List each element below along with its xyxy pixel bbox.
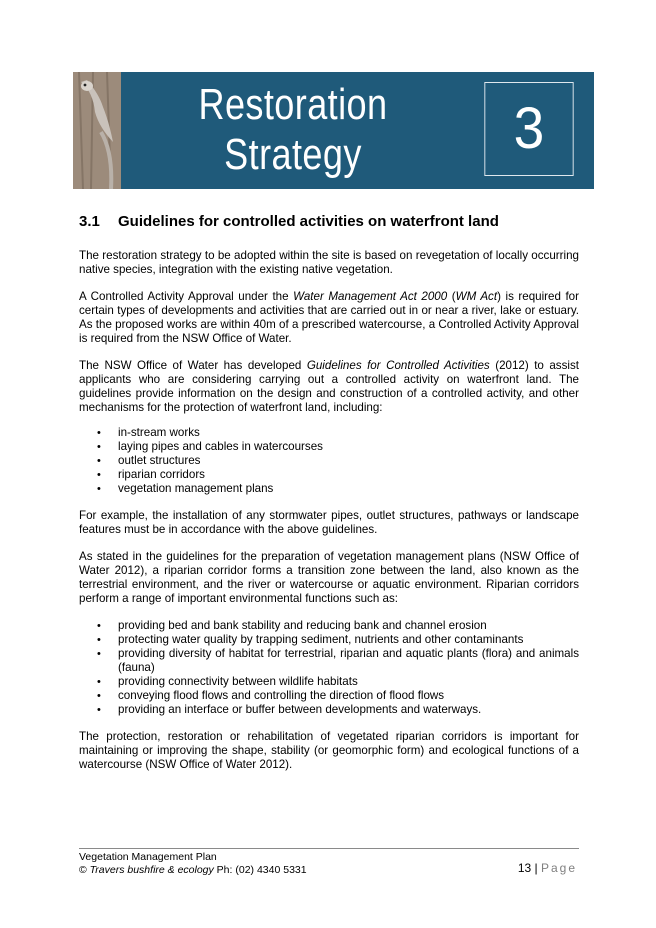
list-item-text: providing an interface or buffer between developments and waterways. (118, 703, 482, 716)
chapter-banner (73, 72, 594, 189)
list-item-text: providing connectivity between wildlife habitats (118, 675, 358, 688)
page-content (79, 213, 579, 785)
chapter-number: 3 (513, 96, 545, 161)
list-item-text: vegetation management plans (118, 482, 274, 495)
page-number (518, 862, 577, 875)
paragraph-intro: The restoration strategy to be adopted within the site is based on revegetation of locally occurring native species, integration with the existing native vegetation. (79, 249, 579, 276)
list-item (79, 482, 579, 496)
paragraph-example: For example, the installation of any stormwater pipes, outlet structures, pathways or landscape features must be in accordance with the above guidelines. (79, 509, 579, 536)
chapter-number-box (484, 82, 573, 176)
act-name: Water Management Act 2000 (293, 290, 448, 303)
list-item (79, 647, 579, 675)
text-run: (2012) to assist applicants who are considering carrying out a controlled activity on waterfront land. The guidelines provide information on the design and construction of a controlled activity, and other mechanisms for the protection of waterfront land, including: (79, 359, 579, 414)
list-item (79, 703, 579, 717)
footer-phone: Ph: (02) 4340 5331 (213, 864, 307, 876)
list-item-text: providing diversity of habitat for terrestrial, riparian and aquatic plants (flora) and animals (fauna) (118, 647, 579, 674)
act-abbreviation: WM Act (455, 290, 498, 303)
list-item (79, 440, 579, 454)
list-item-text: in-stream works (118, 426, 200, 439)
bullet-icon: • (97, 469, 101, 481)
chapter-title-line2: Strategy (224, 130, 362, 179)
section-title: Guidelines for controlled activities on waterfront land (118, 213, 499, 230)
bullet-icon: • (97, 455, 101, 467)
bullet-icon: • (97, 676, 101, 688)
text-run: ( (447, 290, 456, 303)
guidelines-title: Guidelines for Controlled Activities (306, 359, 490, 372)
glider-photo (73, 72, 121, 189)
chapter-title-line1: Restoration (198, 80, 388, 129)
list-item (79, 619, 579, 633)
bullet-icon: • (97, 690, 101, 702)
footer-copyright (79, 864, 579, 877)
glider-illustration (73, 72, 121, 189)
page-footer (79, 848, 579, 877)
section-heading (79, 213, 579, 230)
list-item (79, 675, 579, 689)
footer-doc-title: Vegetation Management Plan (79, 851, 217, 863)
list-item-text: protecting water quality by trapping sediment, nutrients and other contaminants (118, 633, 524, 646)
paragraph-conclusion: The protection, restoration or rehabilitation of vegetated riparian corridors is important for maintaining or improving the shape, stability (or geomorphic form) and ecological functions of a watercourse (NSW Office of Water 2012). (79, 730, 579, 771)
bullet-icon: • (97, 483, 101, 495)
activities-list (79, 426, 579, 496)
list-item-text: providing bed and bank stability and reducing bank and channel erosion (118, 619, 487, 632)
list-item (79, 454, 579, 468)
list-item (79, 633, 579, 647)
list-item-text: laying pipes and cables in watercourses (118, 440, 323, 453)
list-item (79, 689, 579, 703)
functions-list (79, 619, 579, 717)
bullet-icon: • (97, 648, 101, 660)
paragraph-controlled-activity (79, 290, 579, 346)
list-item-text: riparian corridors (118, 468, 205, 481)
bullet-icon: • (97, 441, 101, 453)
paragraph-guidelines (79, 359, 579, 415)
list-item-text: conveying flood flows and controlling the direction of flood flows (118, 689, 445, 702)
section-number: 3.1 (79, 213, 100, 230)
list-item (79, 468, 579, 482)
text-run: A Controlled Activity Approval under the (79, 290, 294, 303)
footer-company: Travers bushfire & ecology (89, 864, 214, 876)
bullet-icon: • (97, 704, 101, 716)
text-run: ) is required for certain types of developments and activities that are carried out in or near a river, lake or estuary. As the proposed works are within 40m of a prescribed watercourse, a Controlled Activity Approval is required from the NSW Office of Water. (79, 290, 579, 345)
page-word: Page (540, 861, 577, 875)
page-separator: | (531, 861, 541, 875)
list-item (79, 426, 579, 440)
copyright-symbol: © (79, 864, 90, 876)
page-number-value: 13 (517, 861, 532, 875)
chapter-title (178, 80, 408, 180)
bullet-icon: • (97, 620, 101, 632)
text-run: The NSW Office of Water has developed (79, 359, 307, 372)
bullet-icon: • (97, 427, 101, 439)
bullet-icon: • (97, 634, 101, 646)
list-item-text: outlet structures (118, 454, 201, 467)
paragraph-riparian: As stated in the guidelines for the preparation of vegetation management plans (NSW Office of Water 2012), a riparian corridor forms a transition zone between the land, also known as the terrestrial environment, and the river or watercourse or aquatic environment. Riparian corridors perform a range of important environmental functions such as: (79, 550, 579, 605)
